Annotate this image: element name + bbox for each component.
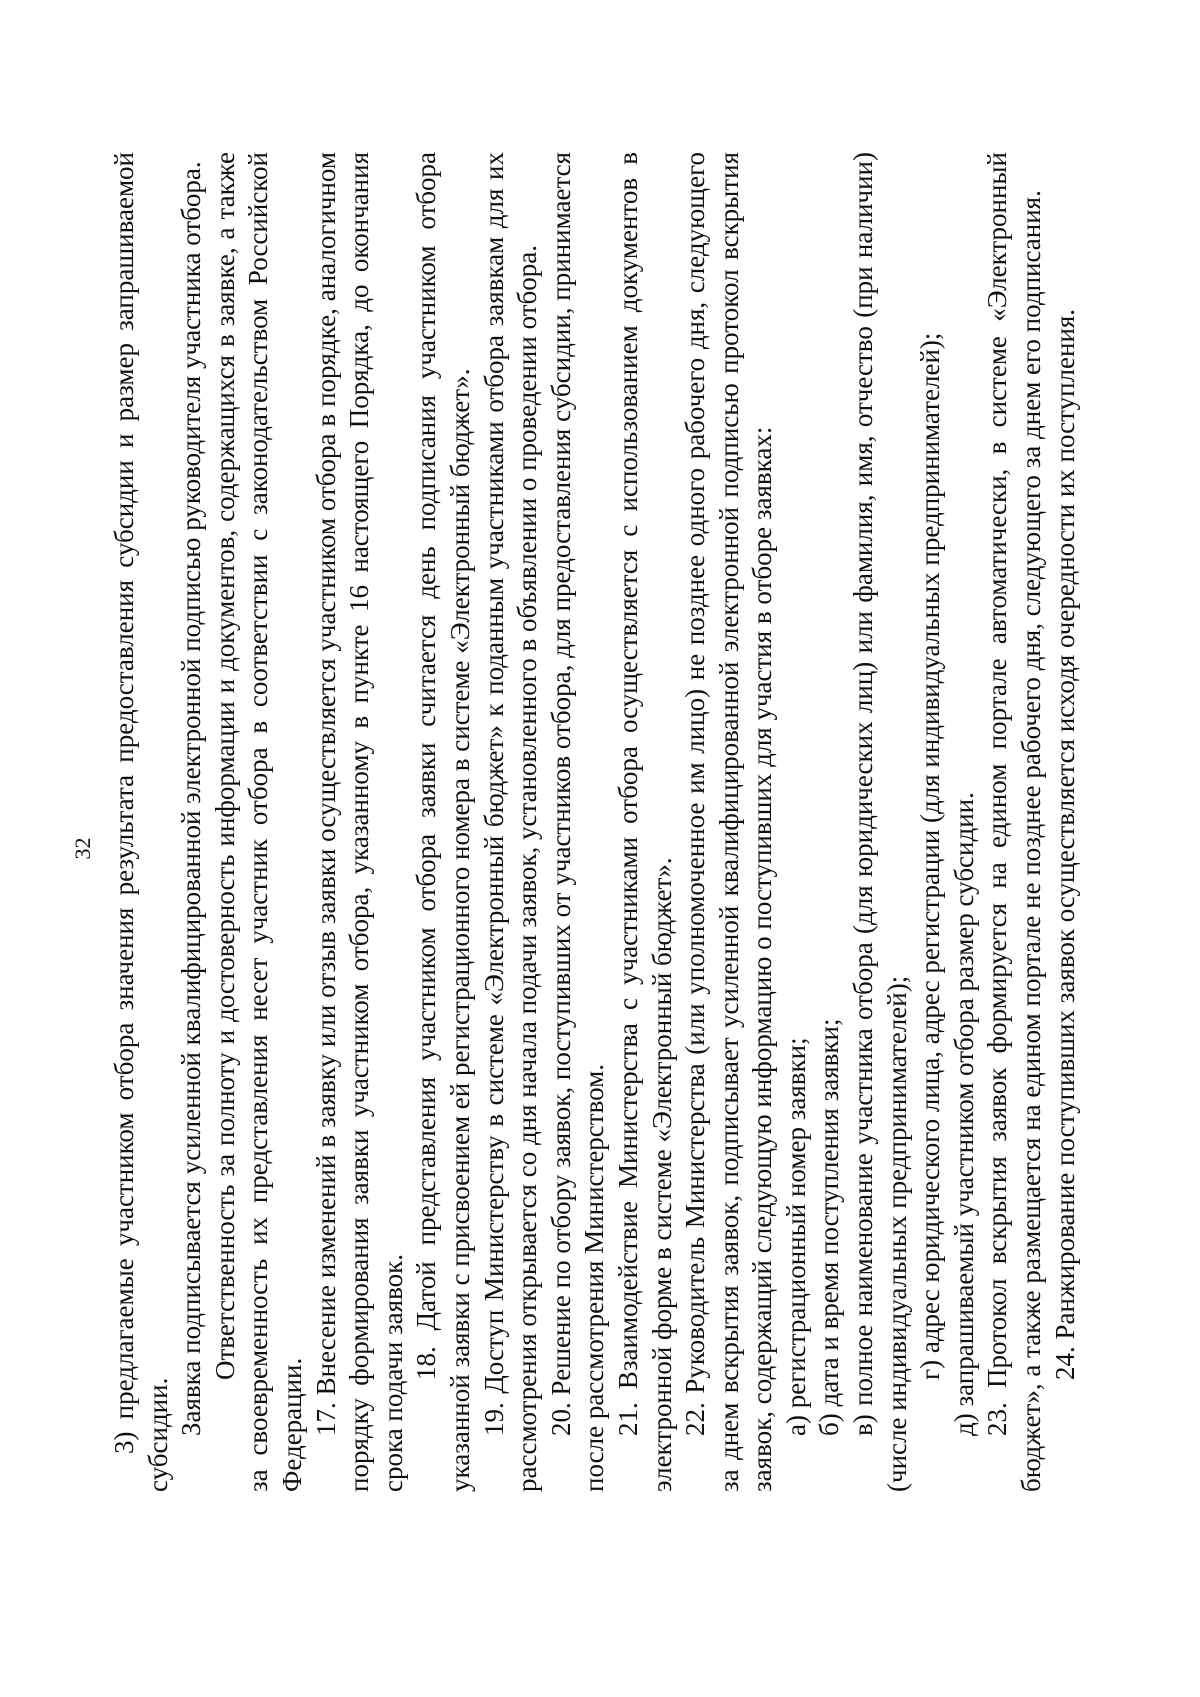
paragraph-20-decision: 20. Решение по отбору заявок, поступивших от участников отбора, для предоставления субсидии, принимается после рассмотрения Министерством. bbox=[545, 152, 610, 1492]
paragraph-responsibility: Ответственность за полноту и достоверность информации и документов, содержащихся в заявке, а также за своевременность их представления несет участник отбора в соответствии с законодательством Российской Федерации. bbox=[209, 152, 307, 1492]
list-item-d: д) запрашиваемый участником отбора размер субсидии. bbox=[948, 792, 979, 1436]
paragraph-22-protocol: 22. Руководитель Министерства (или уполномоченное им лицо) не позднее одного рабочего дня, следующего за днем вскрытия заявок, подписывает усиленной квалифицированной электронной подписью протокол вскрытия заявок, содержащий следующую информацию о поступивших для участия в отборе заявках: bbox=[680, 152, 778, 1492]
list-item-v: в) полное наименование участника отбора (для юридических лиц) или фамилия, имя, отчество (при наличии) (числе индивидуальных предпринимателей); bbox=[848, 152, 912, 1492]
paragraph-17-changes: 17. Внесение изменений в заявку или отзыв заявки осуществляется участником отбора в порядке, аналогичном порядку формирования заявки участником отбора, указанному в пункте 16 настоящего Порядка, до окончания срока подачи заявок. bbox=[310, 152, 408, 1492]
paragraph-application-signature: Заявка подписывается усиленной квалифицированной электронной подписью руководителя участника отбора. bbox=[176, 161, 207, 1436]
list-item-b: б) дата и время поступления заявки; bbox=[814, 1018, 845, 1436]
list-item-g: г) адрес юридического лица, адрес регистрации (для индивидуальных предпринимателей); bbox=[915, 332, 946, 1380]
paragraph-21-interaction: 21. Взаимодействие Министерства с участниками отбора осуществляется с использованием документов в электронной форме в системе «Электронный бюджет». bbox=[612, 152, 677, 1492]
paragraph-24-ranking: 24. Ранжирование поступивших заявок осуществляется исходя очередности их поступления. bbox=[1049, 308, 1080, 1380]
document-body bbox=[108, 152, 1082, 1492]
paragraph-18-submission-date: 18. Датой представления участником отбора заявки считается день подписания участником отбора указанной заявки с присвоением ей регистрационного номера в системе «Электронный бюджет». bbox=[411, 152, 475, 1492]
paragraph-19-access: 19. Доступ Министерству в системе «Электронный бюджет» к поданным участниками отбора заявкам для их рассмотрения открывается со дня начала подачи заявок, установленного в объявлении о проведении отбора. bbox=[478, 152, 543, 1492]
paragraph-23-protocol-formation: 23. Протокол вскрытия заявок формируется на едином портале автоматически, в системе «Электронный бюджет», а также размещается на едином портале не позднее рабочего дня, следующего за днем его подписания. bbox=[982, 152, 1047, 1492]
paragraph-subsidy-amount: 3) предлагаемые участником отбора значения результата предоставления субсидии и размер запрашиваемой субсидии. bbox=[109, 152, 173, 1492]
list-item-a: а) регистрационный номер заявки; bbox=[780, 1037, 811, 1436]
page-number: 32 bbox=[70, 837, 95, 860]
